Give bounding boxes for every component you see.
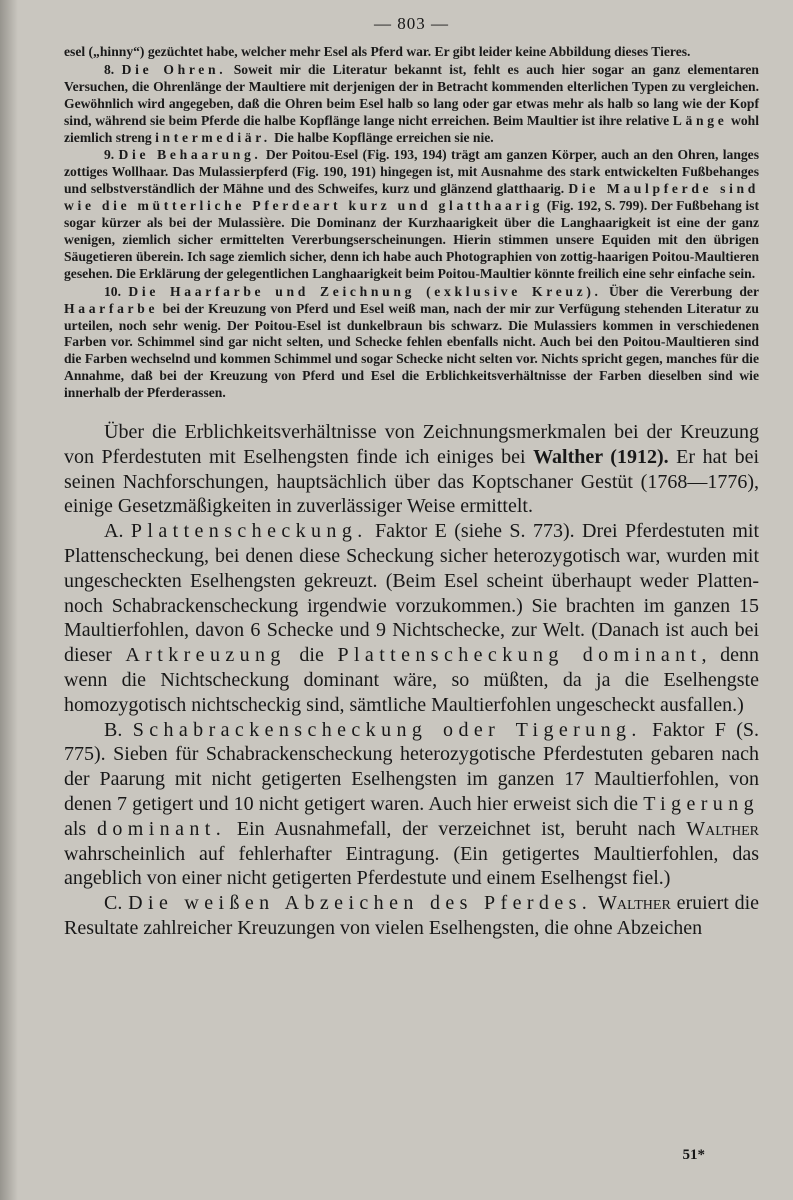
section-label: B. (104, 718, 123, 741)
page-number: — 803 — (374, 14, 449, 33)
section-title: Die Haarfarbe und Zeichnung (128, 283, 416, 299)
emphasis-text: Plattenscheckung dominant (337, 644, 702, 667)
paragraph-intro (64, 420, 759, 519)
emphasis-text: Länge (672, 112, 728, 128)
paragraph-behaarung (64, 147, 759, 282)
paragraph-text: Ein Ausnahmefall, der verzeichnet ist, beruht nach (226, 817, 687, 840)
emphasis-text: Artkreuzung (125, 644, 286, 667)
emphasis-text: intermediär. (155, 129, 271, 145)
section-title: Schabrackenscheckung oder Tigerung. (132, 718, 642, 741)
section-title: Die weißen Abzeichen des Pferdes. (128, 892, 593, 915)
author-reference: Walther (686, 817, 760, 840)
paragraph-text: Über die Vererbung der (601, 283, 759, 299)
small-print-section (64, 44, 759, 402)
paragraph-text: Die halbe Kopflänge erreichen sie nie. (270, 129, 494, 145)
emphasis-text: dominant. (96, 817, 227, 840)
paragraph-abzeichen (64, 891, 759, 941)
emphasis-text: Tigerung (643, 792, 759, 815)
section-title: Die Ohren. (121, 61, 227, 77)
section-title: Plattenscheckung. (130, 520, 368, 543)
continuation-paragraph: esel („hinny“) gezüchtet habe, welcher mehr Esel als Pferd war. Er gibt leider keine Abbildung dieses Tieres. (64, 44, 691, 59)
paragraph-plattenscheckung (64, 519, 759, 717)
paragraph-haarfarbe (64, 284, 759, 402)
paragraph-text: , denn wenn die Nichtscheckung dominant wäre, so müßten, da ja die Eselhengste homozygotisch nichtscheckig sind, sämtliche Maultierfohlen ungescheckt ausfallen.) (64, 644, 759, 716)
paragraph-text: Der Poitou-Esel (Fig. 193, 194) trägt am ganzen Körper, auch an den Ohren, langes zottiges Wollhaar. Das Mulassierpferd (Fig. 190, 191) hingegen ist, mit Ausnahme des stark entwickelten Fußbehanges und selbstverständlich der Mähne und des Schweifes, kurz und glänzend glatthaarig. (64, 147, 759, 197)
paragraph-ohren (64, 62, 759, 147)
author-reference: Walther (597, 892, 671, 915)
paragraph-text: wohl ziemlich streng (64, 112, 759, 145)
paragraph-text: (Fig. 192, S. 799). Der Fußbehang ist sogar kürzer als bei der Mulassière. Die Dominanz der Kurzhaarigkeit über die Langhaarigkeit ist eine der ganz wenigen, ziemlich sicher ermittelten Vererbungserscheinungen. Hierin stimmen unsere Equiden mit den übrigen Säugetieren überein. Ich sage ziemlich sicher, denn ich habe auch Photographien von zottig-haarigen Poitou-Maultieren gesehen. Die Erklärung der gelegentlichen Langhaarigkeit beim Poitou-Maultier könnte freilich eine sehr einfache sein. (64, 198, 759, 281)
author-reference: Walther (1912). (533, 445, 669, 468)
section-title: Die Behaarung. (118, 147, 262, 163)
section-subtitle: (exklusive Kreuz). (415, 283, 602, 299)
paragraph-text: Er hat bei seinen Nachforschungen, hauptsächlich über das Koptschaner Gestüt (1768—1776), einige Gesetzmäßigkeiten in zuverlässiger Weise ermittelt. (64, 445, 759, 518)
section-number: 8. (104, 61, 115, 77)
emphasis-text: Die Maulpferde sind wie die mütterliche Pferdeart kurz und glatthaarig (64, 181, 760, 214)
paragraph-text: Soweit mir die Literatur bekannt ist, fehlt es auch hier sogar an ganz elementaren Versuchen, die Ohrenlänge der Maultiere mit derjenigen der in Betracht kommenden elterlichen Typen zu vergleichen. Gewöhnlich wird angegeben, daß die Ohren beim Esel halb so lang oder gar etwas mehr als halb so lang wie der Kopf sind, während sie beim Pferde die halbe Kopflänge lange nicht erreichen. Beim Maultier ist ihre relative (64, 61, 759, 128)
sheet-signature-mark: 51* (682, 1147, 705, 1163)
paragraph-text: als (64, 817, 97, 840)
section-label: C. (104, 892, 123, 915)
paragraph-text: Faktor F (S. 775). Sieben für Schabrackenscheckung heterozygotische Pferdestuten gebaren nach der Paarung mit nicht getigerten Eselhengsten im ganzen 17 Maultierfohlen, von denen 7 getigert und 10 nicht getigert waren. Auch hier erweist sich die (64, 718, 759, 815)
paragraph-text: eruiert die Resultate zahlreicher Kreuzungen von vielen Eselhengsten, die ohne Abzeichen (64, 892, 759, 939)
section-number: 9. (104, 147, 115, 163)
section-number: 10. (104, 283, 121, 299)
main-text-section (64, 420, 759, 941)
paragraph-text: die (285, 644, 338, 667)
paragraph-text: Faktor E (siehe S. 773). Drei Pferdestuten mit Plattenscheckung, bei denen diese Scheckung sicher heterozygotisch war, wurden mit ungescheckten Eselhengsten gekreuzt. (Beim Esel scheint überhaupt weder Platten- noch Schabrackenscheckung irgendwie vorzukommen.) Sie brachten im ganzen 15 Maultierfohlen, davon 6 Schecke und 9 Nichtschecke, zur Welt. (Danach ist auch bei dieser (64, 520, 759, 667)
paragraph-text: bei der Kreuzung von Pferd und Esel weiß man, nach der mir zur Verfügung stehenden Literatur zu urteilen, noch sehr wenig. Der Poitou-Esel ist dunkelbraun bis schwarz. Die Mulassiers kommen in verschiedenen Farben vor. Schimmel sind gar nicht selten, und Schecke fehlen ebenfalls nicht. Auch bei den Poitou-Maultieren sind die Farben wechselnd und kommen Schimmel und sogar Schecke nicht selten vor. Nichts spricht gegen, manches für die Annahme, daß bei der Kreuzung von Pferd und Esel die Erblichkeitsverhältnisse der Farben dieselben sind wie innerhalb der Pferderassen. (64, 300, 759, 401)
paragraph-tigerung (64, 718, 759, 892)
paragraph-text: wahrscheinlich auf fehlerhafter Eintragung. (Ein getigertes Maultierfohlen, das angeblich von einer nicht getigerten Pferdestute und einem Eselhengst fiel.) (64, 842, 759, 890)
emphasis-text: Haarfarbe (64, 300, 159, 316)
paragraph-text: Über die Erblichkeitsverhältnisse von Zeichnungsmerkmalen bei der Kreuzung von Pferdestuten mit Eselhengsten finde ich einiges bei (64, 421, 759, 468)
section-label: A. (104, 520, 124, 543)
